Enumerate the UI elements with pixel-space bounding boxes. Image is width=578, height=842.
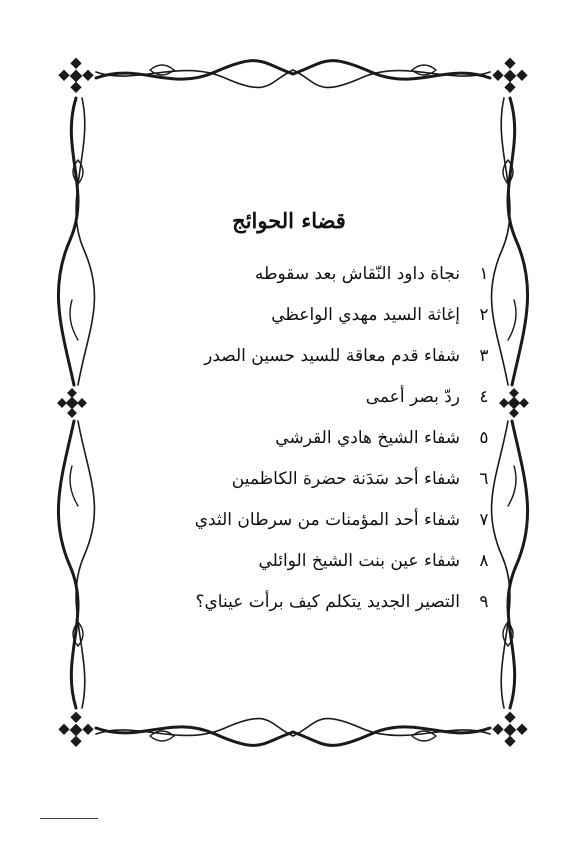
toc-item-number: ٧	[479, 510, 489, 530]
toc-item-number: ٣	[479, 346, 489, 366]
toc-item	[100, 344, 489, 385]
page-edge-mark	[40, 818, 98, 819]
bottom-border-flourish	[96, 719, 490, 746]
top-border-flourish	[96, 61, 490, 88]
toc-item	[100, 262, 489, 303]
toc-item-title: شفاء قدم معاقة للسيد حسين الصدر	[204, 346, 460, 366]
toc-item-title: شفاء أحد سَدَنة حضرة الكاظمين	[231, 469, 460, 489]
toc-item	[100, 590, 489, 631]
toc-item-number: ٤	[479, 387, 489, 407]
toc-item-title: شفاء أحد المؤمنات من سرطان الثدي	[194, 510, 460, 530]
corner-ornament-bottom-right	[493, 712, 527, 746]
corner-ornament-bottom-left	[59, 712, 93, 746]
corner-ornament-top-left	[59, 58, 93, 92]
toc-item	[100, 508, 489, 549]
toc-item-number: ٦	[479, 469, 489, 489]
toc-item-title: إغاثة السيد مهدي الواعظي	[271, 305, 460, 325]
toc-item-number: ٨	[479, 551, 489, 571]
toc-item-number: ٢	[479, 305, 489, 325]
toc-item	[100, 385, 489, 426]
toc-item-number: ١	[479, 264, 489, 284]
toc-item	[100, 467, 489, 508]
page-title: قضاء الحوائج	[232, 208, 346, 233]
toc-item-title: شفاء عين بنت الشيخ الوائلي	[258, 551, 460, 571]
side-ornament-right	[500, 389, 528, 417]
toc-item	[100, 303, 489, 344]
toc-item	[100, 549, 489, 590]
toc-item-title: شفاء الشيخ هادي القرشي	[275, 428, 460, 448]
toc-item-number: ٥	[479, 428, 489, 448]
side-ornament-left	[58, 389, 86, 417]
toc-item-title: ردّ بصر أعمى	[365, 387, 460, 407]
toc-item-number: ٩	[479, 592, 489, 612]
toc-list	[100, 262, 489, 631]
toc-item	[100, 426, 489, 467]
toc-item-title: نجاة داود النّقاش بعد سقوطه	[254, 264, 460, 284]
toc-item-title: التصير الجديد يتكلم كيف برأت عيناي؟	[195, 592, 460, 612]
corner-ornament-top-right	[493, 58, 527, 92]
